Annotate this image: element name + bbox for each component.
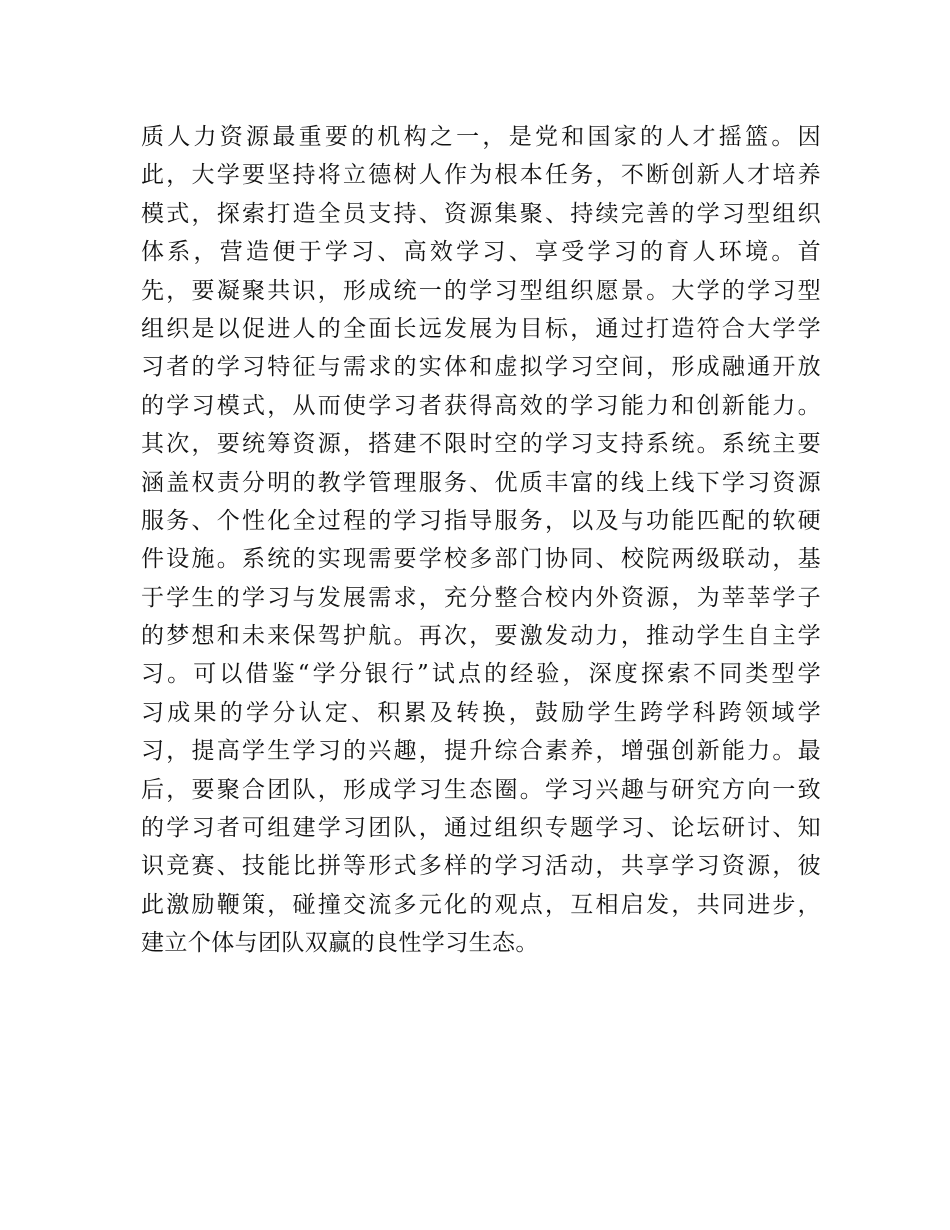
text-line: 习。可以借鉴“学分银行”试点的经验，深度探索不同类型学 <box>141 661 821 688</box>
text-line: 于学生的学习与发展需求，充分整合校内外资源，为莘莘学子 <box>141 584 821 611</box>
text-line-last: 建立个体与团队双赢的良性学习生态。 <box>141 930 539 957</box>
text-line: 质人力资源最重要的机构之一，是党和国家的人才摇篮。因 <box>141 124 821 150</box>
text-line: 涵盖权责分明的教学管理服务、优质丰富的线上线下学习资源 <box>141 469 821 496</box>
text-line: 此激励鞭策，碰撞交流多元化的观点，互相启发，共同进步， <box>141 891 821 918</box>
text-line: 服务、个性化全过程的学习指导服务，以及与功能匹配的软硬 <box>141 507 821 534</box>
text-line: 件设施。系统的实现需要学校多部门协同、校院两级联动，基 <box>141 546 821 573</box>
text-line: 的学习者可组建学习团队，通过组织专题学习、论坛研讨、知 <box>141 815 821 842</box>
text-line: 的学习模式，从而使学习者获得高效的学习能力和创新能力。 <box>141 392 821 419</box>
text-line: 识竞赛、技能比拼等形式多样的学习活动，共享学习资源，彼 <box>141 853 821 880</box>
body-paragraph <box>141 118 821 963</box>
text-line: 其次，要统筹资源，搭建不限时空的学习支持系统。系统主要 <box>141 431 821 458</box>
text-line: 模式，探索打造全员支持、资源集聚、持续完善的学习型组织 <box>141 200 821 227</box>
text-line: 的梦想和未来保驾护航。再次，要激发动力，推动学生自主学 <box>141 623 821 650</box>
text-line: 此，大学要坚持将立德树人作为根本任务，不断创新人才培养 <box>141 162 821 189</box>
text-line: 习者的学习特征与需求的实体和虚拟学习空间，形成融通开放 <box>141 354 821 381</box>
text-line: 先，要凝聚共识，形成统一的学习型组织愿景。大学的学习型 <box>141 277 821 304</box>
text-line: 体系，营造便于学习、高效学习、享受学习的育人环境。首 <box>141 239 821 266</box>
text-line: 习成果的学分认定、积累及转换，鼓励学生跨学科跨领域学 <box>141 699 821 726</box>
text-line: 后，要聚合团队，形成学习生态圈。学习兴趣与研究方向一致 <box>141 776 821 803</box>
text-line: 习，提高学生学习的兴趣，提升综合素养，增强创新能力。最 <box>141 738 821 765</box>
text-line: 组织是以促进人的全面长远发展为目标，通过打造符合大学学 <box>141 315 821 342</box>
